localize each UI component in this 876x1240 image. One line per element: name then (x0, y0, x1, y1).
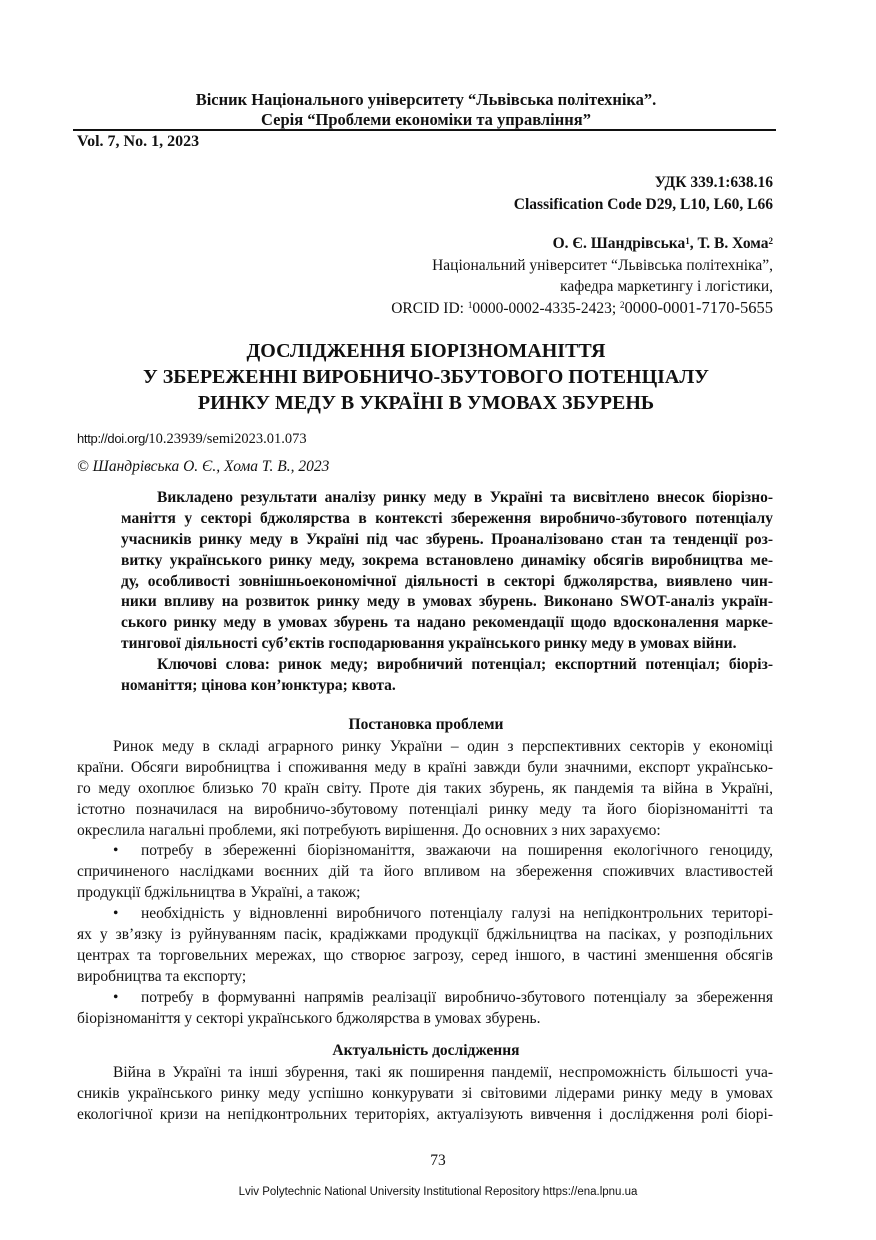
text-line: номаніття; цінова кон’юнктура; квота. (121, 677, 396, 695)
affiliation-department: кафедра маркетингу і логістики, (560, 278, 773, 295)
orcid-2-mark: 2 (620, 300, 625, 310)
text-line: спричиненого наслідками воєнних дій та його впливом на збереження споживчих властивостей (77, 863, 773, 881)
text-line: тингової діяльності суб’єктів господарювання українського ринку меду в умовах війни. (121, 635, 737, 653)
repository-footer[interactable]: Lviv Polytechnic National University Institutional Repository https://ena.lpnu.ua (238, 1186, 638, 1198)
bullet-item (77, 988, 773, 1030)
section-relevance-body (77, 1063, 773, 1126)
bullet-item (77, 904, 773, 988)
text-line: країни. Обсяги виробництва і споживання меду в країні завжди були значними, експорт українсько- (77, 758, 773, 776)
doi-prefix[interactable]: http://doi.org/ (77, 431, 149, 446)
orcid-2[interactable]: 0000-0001-7170-5655 (624, 298, 773, 317)
text-line: окреслила нагальні проблеми, які потребують вирішення. До основних з них зарахуємо: (77, 821, 661, 839)
text-line: біорізноманіття у секторі українського бджолярства в умовах збурень. (77, 1009, 541, 1027)
page-number: 73 (430, 1152, 446, 1169)
text-line: істотно позначилася на виробничо-збутовому потенціалі ринку меду та його біорізноманітті та (77, 800, 773, 818)
text-line: сників українського ринку меду успішно конкурувати зі світовими лідерами ринку меду в умовах (77, 1084, 773, 1102)
classification-code: Classification Code D29, L10, L60, L66 (513, 196, 773, 213)
text-line: екологічної кризи на непідконтрольних територіях, актуалізують вивчення і дослідження ролі біорі- (77, 1105, 773, 1123)
text-line: витку українського ринку меду, зокрема встановлено динаміку обсягів виробництва ме- (121, 551, 773, 569)
udc-code: УДК 339.1:638.16 (654, 174, 773, 191)
orcid-ids (391, 297, 773, 320)
bullet-text: потребу в збереженні біорізноманіття, зважаючи на поширення екологічного геноциду, (141, 842, 773, 860)
text-line: центрах та торговельних мережах, що створює загрозу, серед іншого, в частині зменшення обсягів (77, 946, 773, 964)
author-2: Т. В. Хома (697, 235, 769, 252)
text-line: ники впливу на розвиток ринку меду в умовах збурень. Виконано SWOT-аналіз україн- (121, 593, 773, 611)
author-2-affiliation-mark: 2 (768, 236, 773, 246)
text-line: продукції бджільництва в Україні, а також; (77, 884, 361, 902)
journal-title: Вісник Національного університету “Львівська політехніка”. (195, 90, 657, 109)
text-line: го меду охоплює близько 70 країн світу. Проте дія таких збурень, як пандемія та війна в Україні, (77, 779, 773, 797)
orcid-1-mark: 1 (467, 300, 473, 310)
title-line: РИНКУ МЕДУ В УКРАЇНІ В УМОВАХ ЗБУРЕНЬ (197, 392, 655, 414)
author-1-affiliation-mark: 1 (685, 236, 690, 246)
journal-series: Серія “Проблеми економіки та управління” (261, 110, 591, 129)
text-line: ського ринку меду в умовах збурень та надано рекомендації щодо вдосконалення марке- (121, 614, 773, 632)
title-line: У ЗБЕРЕЖЕННІ ВИРОБНИЧО-ЗБУТОВОГО ПОТЕНЦІАЛУ (143, 366, 709, 388)
author-1: О. Є. Шандрівська (552, 235, 686, 252)
text-line: Викладено результати аналізу ринку меду в Україні та висвітлено внесок біорізно- (157, 489, 773, 506)
text-line: учасників ринку меду в Україні під час збурень. Проаналізовано стан та тенденції роз- (121, 530, 773, 548)
orcid-label: ORCID ID: (391, 300, 468, 317)
abstract (121, 488, 773, 697)
doi-id[interactable]: 10.23939/semi2023.01.073 (148, 431, 307, 447)
text-line: ях у зв’язку із руйнуванням пасік, крадіжками продукції бджільництва на пасіках, у розподільних (77, 926, 773, 944)
article-title (77, 338, 775, 416)
bullet-list (77, 841, 773, 1029)
text-line: маніття у секторі бджолярства в контексті збереження виробничо-збутового потенціалу (121, 509, 773, 527)
bullet-text: потребу в формуванні напрямів реалізації виробничо-збутового потенціалу за збереження (141, 988, 773, 1006)
text-line (77, 904, 773, 925)
text-line (77, 988, 773, 1009)
orcid-1[interactable]: 0000-0002-4335-2423; (472, 300, 621, 317)
doi-link[interactable] (77, 431, 307, 448)
intro-paragraph (77, 737, 773, 841)
section-problem-body (77, 737, 773, 1029)
authors (553, 233, 773, 255)
author-separator: , (689, 235, 698, 252)
copyright: © Шандрівська О. Є., Хома Т. В., 2023 (77, 458, 330, 475)
text-line: Війна в Україні та інші збурення, такі як поширення пандемії, неспроможність більшості уча- (113, 1064, 773, 1081)
section-heading-problem: Постановка проблеми (348, 716, 504, 733)
affiliation-university: Національний університет “Львівська політехніка”, (432, 257, 773, 274)
bullet-icon: • (113, 842, 119, 860)
title-line: ДОСЛІДЖЕННЯ БІОРІЗНОМАНІТТЯ (246, 340, 606, 362)
header-rule (73, 129, 776, 131)
bullet-icon: • (113, 905, 119, 923)
text-line: виробництва та експорту; (77, 967, 247, 985)
section-heading-relevance: Актуальність дослідження (332, 1042, 520, 1059)
text-line: Ключові слова: ринок меду; виробничий потенціал; експортний потенціал; біоріз- (157, 656, 773, 674)
bullet-item (77, 841, 773, 904)
text-line: ду, особливості зовнішньоекономічної діяльності в секторі бджолярства, виявлено чин- (121, 572, 773, 590)
volume-info: Vol. 7, No. 1, 2023 (77, 133, 200, 150)
text-line: Ринок меду в складі аграрного ринку України – один з перспективних секторів у економіці (113, 738, 773, 755)
bullet-text: необхідність у відновленні виробничого потенціалу галузі на непідконтрольних територі- (141, 905, 773, 923)
bullet-icon: • (113, 988, 119, 1006)
text-line (77, 841, 773, 862)
